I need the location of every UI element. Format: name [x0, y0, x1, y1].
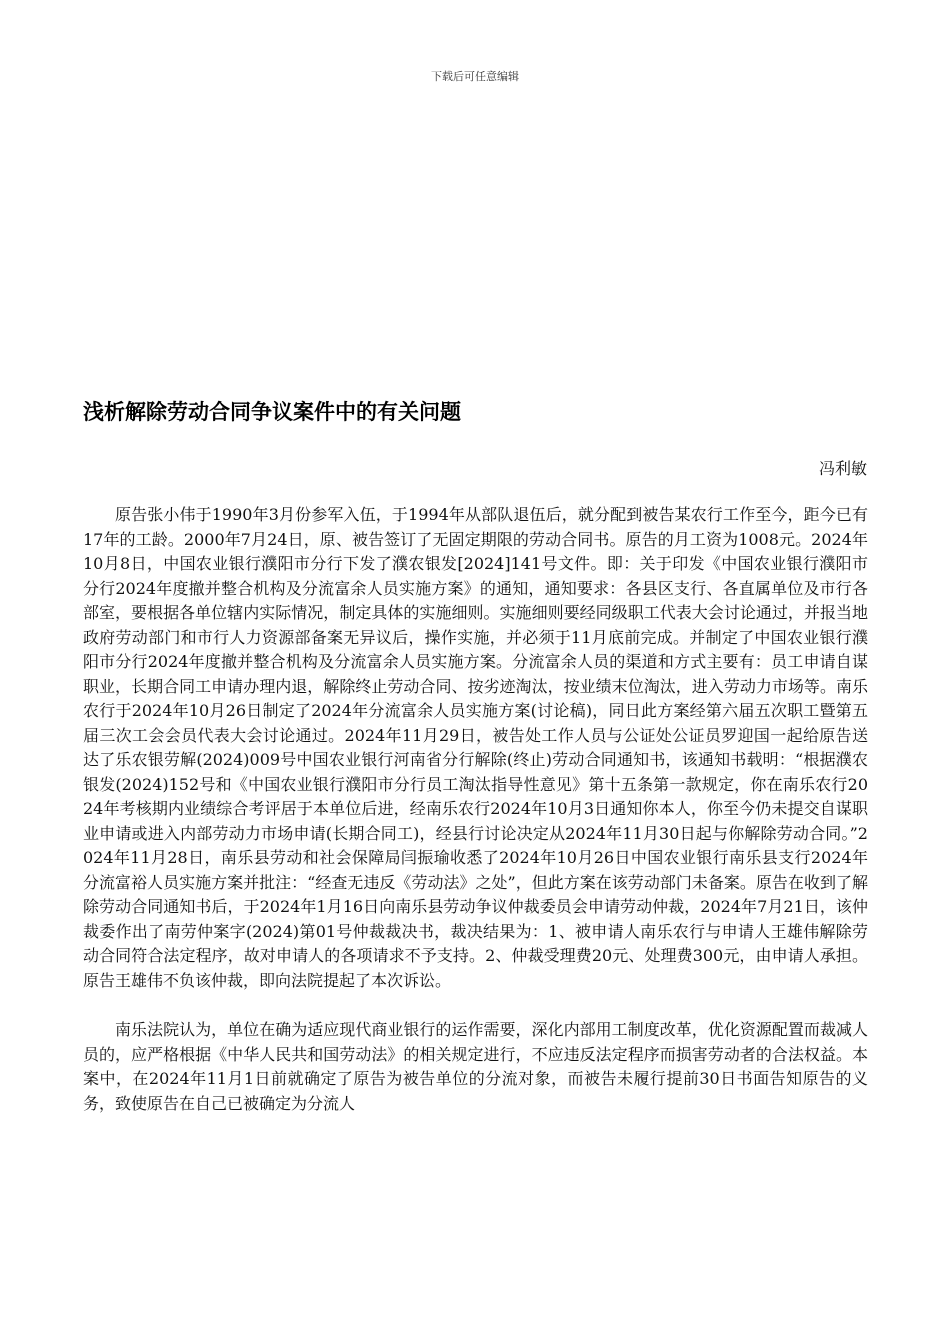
- author-name: 冯利敏: [818, 459, 867, 478]
- document-body: [83, 503, 868, 1116]
- document-title: 浅析解除劳动合同争议案件中的有关问题: [83, 400, 461, 424]
- header-note: 下载后可任意编辑: [431, 70, 519, 83]
- paragraph-1: 原告张小伟于1990年3月份参军入伍，于1994年从部队退伍后，就分配到被告某农行工作至今，距今已有17年的工龄。2000年7月24日，原、被告签订了无固定期限的劳动合同书。原告的月工资为1008元。2024年10月8日，中国农业银行濮阳市分行下发了濮农银发[2024]141号文件。即：关于印发《中国农业银行濮阳市分行2024年度撤并整合机构及分流富余人员实施方案》的通知，通知要求：各县区支行、各直属单位及市行各部室，要根据各单位辖内实际情况，制定具体的实施细则。实施细则要经同级职工代表大会讨论通过，并报当地政府劳动部门和市行人力资源部备案无异议后，操作实施，并必须于11月底前完成。并制定了中国农业银行濮阳市分行2024年度撤并整合机构及分流富余人员实施方案。分流富余人员的渠道和方式主要有：员工申请自谋职业，长期合同工申请办理内退，解除终止劳动合同、按劣迹淘汰，按业绩末位淘汰，进入劳动力市场等。南乐农行于2024年10月26日制定了2024年分流富余人员实施方案(讨论稿)，同日此方案经第六届五次职工暨第五届三次工会会员代表大会讨论通过。2024年11月29日，被告处工作人员与公证处公证员罗迎国一起给原告送达了乐农银劳解(2024)009号中国农业银行河南省分行解除(终止)劳动合同通知书，该通知书载明：“根据濮农银发(2024)152号和《中国农业银行濮阳市分行员工淘汰指导性意见》第十五条第一款规定，你在南乐农行2024年考核期内业绩综合考评居于本单位后进，经南乐农行2024年10月3日通知你本人，你至今仍未提交自谋职业申请或进入内部劳动力市场申请(长期合同工)，经县行讨论决定从2024年11月30日起与你解除劳动合同。”2024年11月28日，南乐县劳动和社会保障局闫振瑜收悉了2024年10月26日中国农业银行南乐县支行2024年分流富裕人员实施方案并批注：“经查无违反《劳动法》之处”，但此方案在该劳动部门未备案。原告在收到了解除劳动合同通知书后，于2024年1月16日向南乐县劳动争议仲裁委员会申请劳动仲裁，2024年7月21日，该仲裁委作出了南劳仲案字(2024)第01号仲裁裁决书，裁决结果为：1、被申请人南乐农行与申请人王雄伟解除劳动合同符合法定程序，故对申请人的各项请求不予支持。2、仲裁受理费20元、处理费300元，由申请人承担。原告王雄伟不负该仲裁，即向法院提起了本次诉讼。: [83, 505, 868, 990]
- paragraph-2: 南乐法院认为，单位在确为适应现代商业银行的运作需要，深化内部用工制度改革，优化资源配置而裁减人员的，应严格根据《中华人民共和国劳动法》的相关规定进行，不应违反法定程序而损害劳动者的合法权益。本案中，在2024年11月1日前就确定了原告为被告单位的分流对象，而被告未履行提前30日书面告知原告的义务，致使原告在自己已被确定为分流人: [83, 1020, 868, 1113]
